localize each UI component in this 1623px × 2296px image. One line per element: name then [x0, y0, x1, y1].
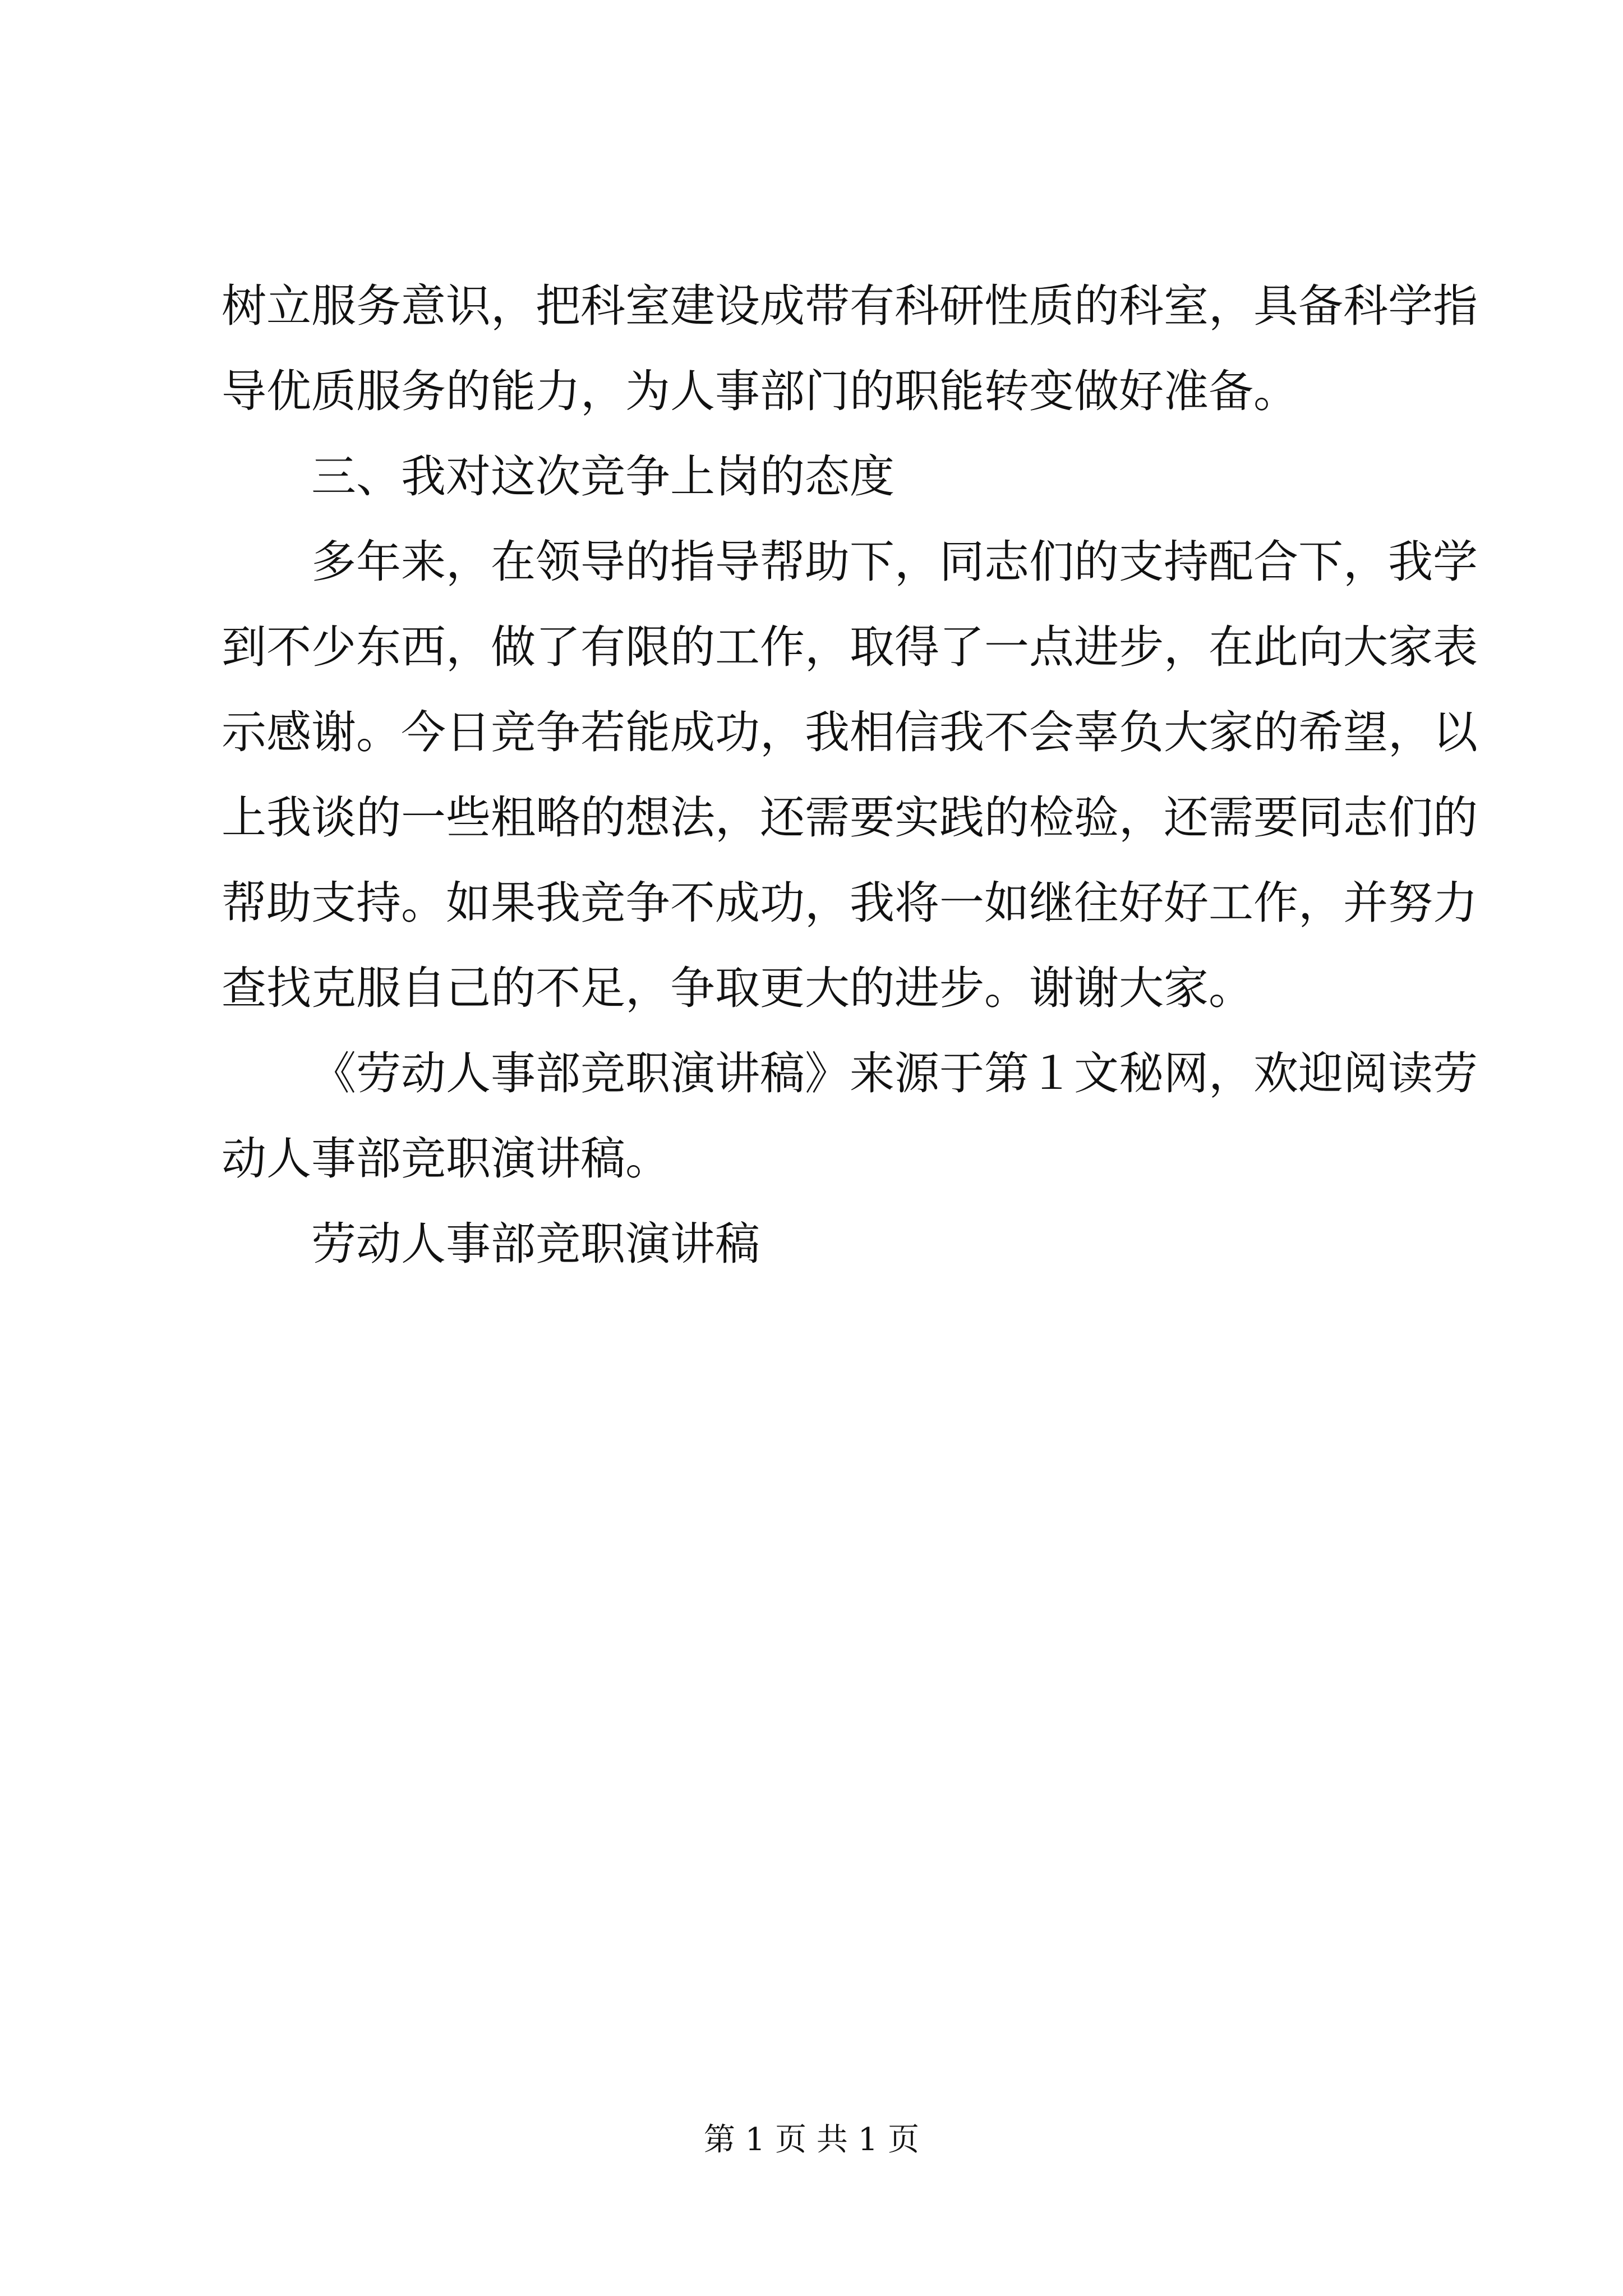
paragraph-line: 到不少东西，做了有限的工作，取得了一点进步，在此向大家表	[222, 621, 1478, 673]
document-body	[222, 264, 1478, 1287]
paragraph-line: 查找克服自己的不足，争取更大的进步。谢谢大家。	[222, 962, 1253, 1014]
paragraph-line: 树立服务意识，把科室建设成带有科研性质的科室，具备科学指	[222, 280, 1478, 332]
document-title-line: 劳动人事部竞职演讲稿	[311, 1218, 760, 1270]
paragraph-line: 帮助支持。如果我竞争不成功，我将一如继往好好工作，并努力	[222, 877, 1478, 929]
paragraph-line: 《劳动人事部竞职演讲稿》来源于第１文秘网，欢迎阅读劳	[311, 1047, 1478, 1099]
paragraph-line: 示感谢。今日竞争若能成功，我相信我不会辜负大家的希望，以	[222, 706, 1478, 758]
section-heading: 三、我对这次竞争上岗的态度	[311, 450, 895, 503]
paragraph-line: 多年来，在领导的指导帮助下，同志们的支持配合下，我学	[311, 536, 1478, 588]
page-number-footer: 第 1 页 共 1 页	[703, 2122, 920, 2158]
paragraph-line: 导优质服务的能力，为人事部门的职能转变做好准备。	[222, 365, 1298, 417]
paragraph-line: 上我谈的一些粗略的想法，还需要实践的检验，还需要同志们的	[222, 792, 1478, 844]
paragraph-line: 动人事部竞职演讲稿。	[222, 1133, 670, 1185]
